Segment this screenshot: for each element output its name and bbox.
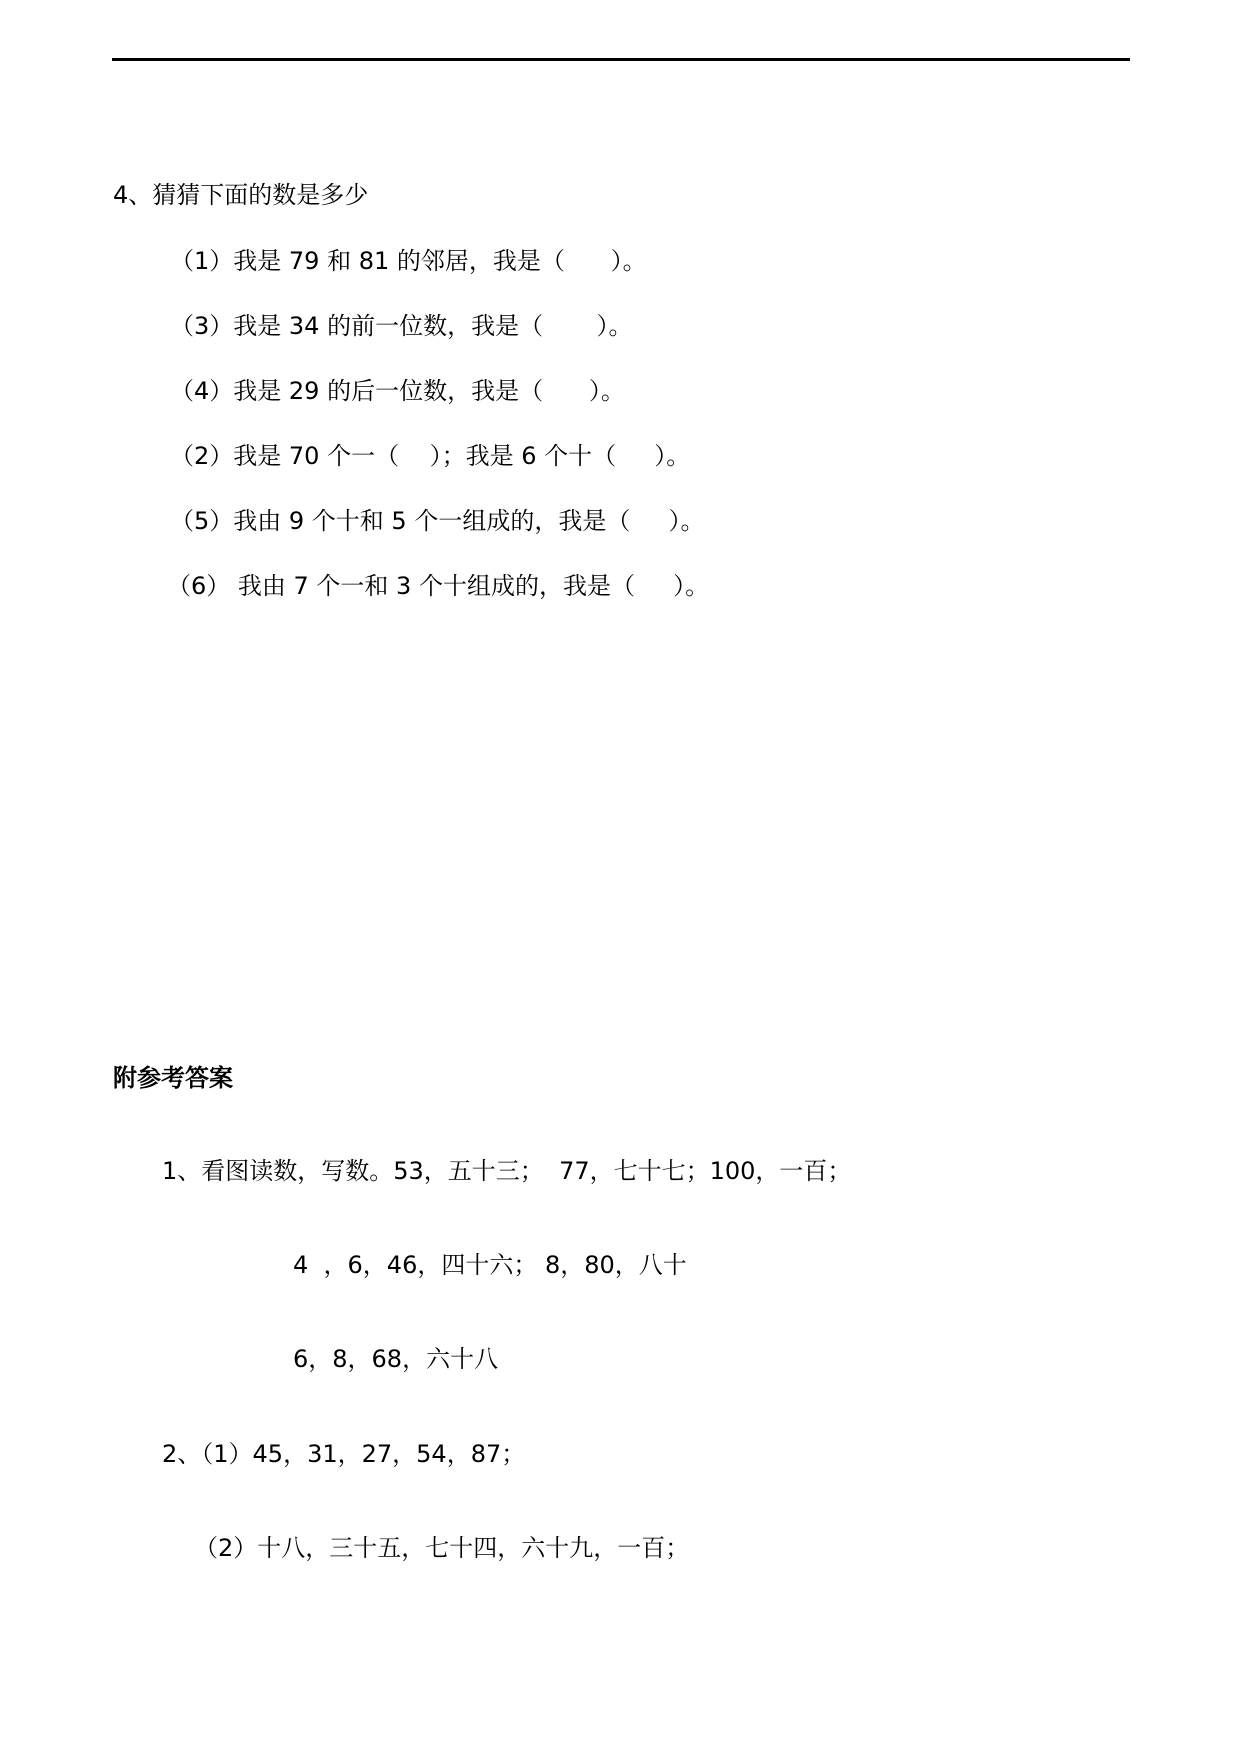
answers-title: 附参考答案 [113,1064,233,1092]
question-item: （1）我是 79 和 81 的邻居，我是（ ）。 [170,247,647,275]
question-item: （5）我由 9 个十和 5 个一组成的，我是（ ）。 [170,507,705,535]
answer-line: 2、（1）45，31，27，54，87； [162,1440,526,1468]
question-4-title: 4、猜猜下面的数是多少 [113,181,369,209]
answer-line: 6，8，68，六十八 [293,1345,499,1373]
answer-line: 1、看图读数，写数。53，五十三； 77，七十七；100，一百； [162,1157,852,1185]
answer-line: （2）十八，三十五，七十四，六十九，一百； [194,1534,690,1562]
answer-line: 4 ，6，46，四十六； 8，80，八十 [293,1251,687,1279]
question-item: （2）我是 70 个一（ ）；我是 6 个十（ ）。 [170,442,691,470]
question-item: （3）我是 34 的前一位数，我是（ ）。 [170,312,633,340]
header-rule [112,58,1130,61]
question-item: （6） 我由 7 个一和 3 个十组成的，我是（ ）。 [167,572,710,600]
question-item: （4）我是 29 的后一位数，我是（ ）。 [170,377,625,405]
